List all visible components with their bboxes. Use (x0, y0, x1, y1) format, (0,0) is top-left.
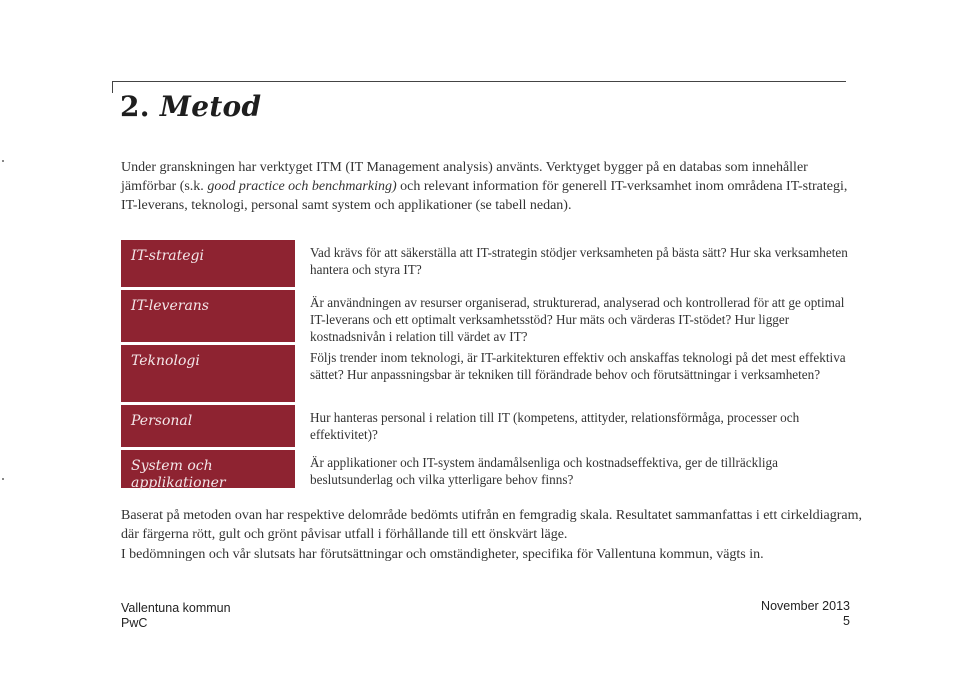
area-label-box (121, 450, 295, 491)
area-label: Personal (131, 413, 193, 429)
area-label-box (121, 240, 295, 287)
area-label: Teknologi (131, 353, 200, 369)
area-label-box (121, 405, 295, 447)
summary-paragraph-conclusion: I bedömningen och vår slutsats har förutsättningar och omständigheter, specifika för Vallentuna kommun, vägts in. (121, 547, 764, 562)
area-label-box (121, 345, 295, 402)
area-label: IT-strategi (131, 248, 204, 264)
footer-organization: Vallentuna kommun (121, 601, 231, 615)
footer-firm: PwC (121, 616, 148, 630)
area-description: Är användningen av resurser organiserad, strukturerad, analyserad och kontrollerad för att ge optimal IT-leverans och ett optimalt verksamhetsstöd? Hur mäts och värderas IT-stödet? Hur ligger kostnadsnivån i relation till värdet av IT? (310, 295, 845, 344)
footer-date: November 2013 (761, 599, 850, 613)
intro-text-emphasis: good practice och benchmarking) (207, 179, 397, 194)
area-label: System och applikationer (131, 458, 226, 491)
scan-speck (2, 160, 4, 162)
scan-speck (2, 478, 4, 480)
intro-text-end: och relevant information för generell IT-verksamhet inom områdena IT-strategi, IT-leverans, teknologi, personal samt system och applikationer (se tabell nedan). (121, 179, 848, 213)
area-description: Är applikationer och IT-system ändamålsenliga och kostnadseffektiva, ger de tillräckliga beslutsunderlag och vilka ytterligare behov finns? (310, 455, 779, 487)
section-heading (120, 90, 261, 123)
section-number: 2. (120, 90, 150, 123)
summary-paragraph-method: Baserat på metoden ovan har respektive delområde bedömts utifrån en femgradig skala. Resultatet sammanfattas i ett cirkeldiagram, där färgerna rött, gult och grönt påvisar utfall i förhållande till ett önskvärt läge. (121, 508, 862, 542)
section-title: Metod (159, 90, 262, 123)
top-rule (112, 81, 846, 82)
intro-paragraph (121, 158, 861, 215)
area-description: Vad krävs för att säkerställa att IT-strategin stödjer verksamheten på bästa sätt? Hur ska verksamheten hantera och styra IT? (310, 245, 848, 277)
area-description: Följs trender inom teknologi, är IT-arkitekturen effektiv och anskaffas teknologi på det mest effektiva sättet? Hur anpassningsbar är tekniken till förändrade behov och förutsättningar i verksamheten? (310, 350, 846, 382)
intro-text-start: Under granskningen har verktyget ITM (IT Management analysis) använts. Verktyget bygger på en databas som innehåller jämförbar (s.k. (121, 160, 808, 194)
page-number: 5 (843, 614, 850, 628)
top-rule-tick (112, 81, 113, 93)
area-label-box (121, 290, 295, 342)
area-description: Hur hanteras personal i relation till IT (kompetens, attityder, relationsförmåga, processer och effektivitet)? (310, 410, 800, 442)
area-label: IT-leverans (131, 298, 209, 314)
